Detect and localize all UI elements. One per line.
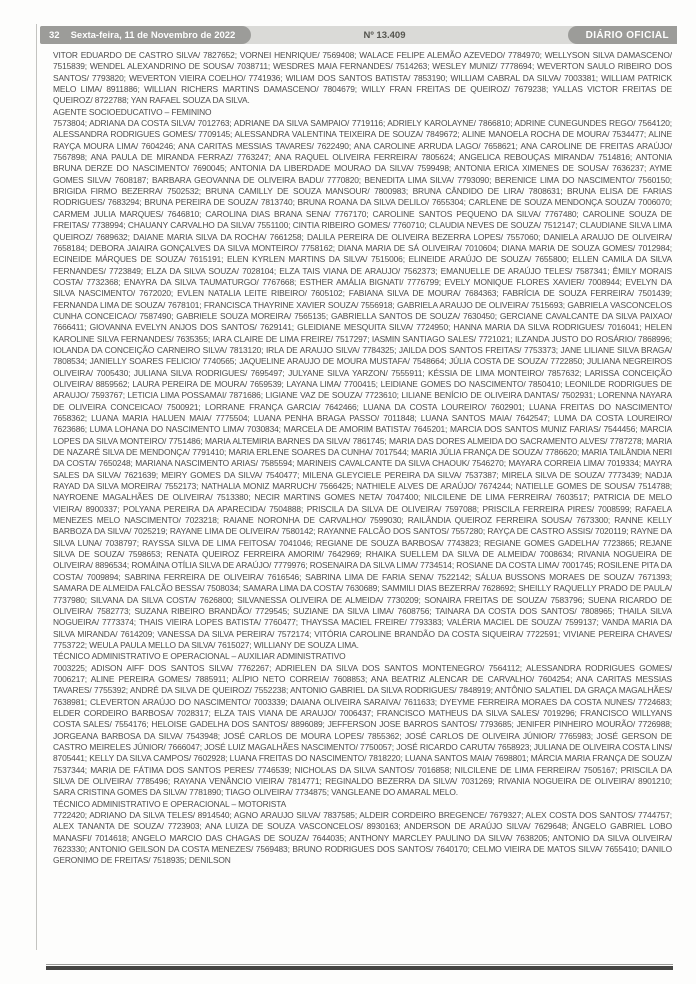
roster-section-heading: TÉCNICO ADMINISTRATIVO E OPERACIONAL – MOTORISTA [53,798,287,809]
roster-section [53,799,672,867]
document-body [53,50,672,956]
roster-section-heading: TÉCNICO ADMINISTRATIVO E OPERACIONAL – AUXILIAR ADMINISTRATIVO [53,651,346,662]
page-number: 32 [49,29,60,41]
roster-names: 7573804; ADRIANA DA COSTA SILVA/ 7012763; ADRIANE DA SILVA SAMPAIO/ 7719116; ADRIELY KAROLAYNE/ 7866810; ADRINE CUNEGUNDES REGO/ 7564120; ALESSANDRA RODRIGUES GOMES/ 7709145; ALESSANDRA VALENTINA TEIXEIRA DE SOUZA/ 7849672; ALINE MANOELA ROCHA DE MOURA/ 7534477; ALINE RAYÇA MOURA LIMA/ 7604246; ANA CARITAS MESSIAS TAVARES/ 7622490; ANA CAROLINE ARRUDA LAGO/ 7658621; ANA CAROLINE DE FREITAS ARAÚJO/ 7567898; ANA PAULA DE MIRANDA FERRAZ/ 7763247; ANA RAQUEL OLIVEIRA FERREIRA/ 7805624; ANGELICA REBOUÇAS MIRANDA/ 7514816; ANTONIA BRUNA DERZE DO NASCIMENTO/ 7690045; ANTONIA DA LIBERDADE MOURAO DA SILVA/ 7599498; ANTONIA ERICA XIMENES DE SOUSA/ 7636237; AYME GOMES SILVA/ 7608187; BARBARA GEOVANNA DE OLIVEIRA BADU/ 7770820; BENEDITA LIMA SILVA/ 7793090; BERENICE LIMA DO NASCIMENTO/ 7560150; BRIGIDA FIRMO BEZERRA/ 7502532; BRUNA CAMILLY DE SOUZA MANSOUR/ 7800983; BRUNA CÂNDIDO DE LIRA/ 7808631; BRUNA ELISA DE FARIAS RODRIGUES/ 7683294; BRUNA PEREIRA DE SOUZA/ 7813740; BRUNA ROANA DA SILVA DELILO/ 7655304; CARLENE DE SOUZA MENDONÇA SOUZA/ 7006070; CARMEM JULIA MARQUES/ 7646810; CAROLINA DIAS BRANA SENA/ 7767170; CAROLINE SANTOS PEQUENO DA SILVA/ 7767480; CAROLINE SOUZA DE FREITAS/ 7738994; CHAUANY CARVALHO DA SILVA/ 7551100; CINTIA RIBEIRO GOMES/ 7760710; CLAUDIA NEVES DE SOUZA/ 7512147; CLAUDIANE SILVA LIMA QUEIROZ/ 7689632; DAIANE MARIA SILVA DA ROCHA/ 7661258; DALILA PEREIRA DE OLIVEIRA BEZERRA LOPES/ 7557060; DANIELA ARAUJO DE OLIVEIRA/ 7658184; DEBORA JAIAIRA GONÇALVES DA SILVA MONTEIRO/ 7758162; DIANA MARIA DE SÁ OLIVEIRA/ 7010604; DIANA MARIA DE SOUZA GOMES/ 7012984; ECINEIDE MÁRQUES DE SOUZA/ 7615191; ELEN KYRLEN MARTINS DA SILVA/ 7515006; ELINEIDE ARAÚJO DE SOUZA/ 7655800; ELLEN CAMILA DA SILVA FERNANDES/ 7723849; ELZA DA SILVA SOUZA/ 7028104; ELZA TAIS VIANA DE ARAUJO/ 7562373; EMANUELLE DE ARAÚJO TELES/ 7587341; ÊMILY MORAIS COSTA/ 7732368; ENAYRA DA SILVA TAUMATURGO/ 7767668; ESTHER AMÁLIA BIGNATI/ 7776799; EVELY MONIQUE FLORES XAVIER/ 7008944; EVELYN DA SILVA NASCIMENTO/ 7672020; EVLEN NATALIA LEITE RIBEIRO/ 7605102; FABIANA SILVA DE MOURA/ 7684363; FABRÍCIA DE SOUZA FERREIRA/ 7501439; FERNANDA LIMA DE SOUZA/ 7678101; FRANCISCA THAYRINE XAVIER SOUZA/ 7556918; GABRIELA ARAUJO DE OLIVEIRA/ 7515693; GABRIELA VASCONCELOS CUNHA CONCEICAO/ 7587490; GABRIELE SOUZA MOREIRA/ 7565135; GABRIELLA SANTOS DE SOUZA/ 7630450; GERCIANE CAVALCANTE DA SILVA PAIXAO/ 7666411; GIOVANNA EVELYN ANJOS DOS SANTOS/ 7629141; GLEIDIANE MESQUITA SILVA/ 7724950; HANNA MARIA DA SILVA RODRIGUES/ 7016041; HELEN KAROLINE SILVA FERNANDES/ 7635355; IARA CLAIRE DE LIMA FREIRE/ 7517297; IASMIN SANTIAGO SALES/ 7721021; ILZANDA JUSTO DO ROSÁRIO/ 7868996; IOLANDA DA CONCEIÇÃO CARNEIRO SILVA/ 7813120; IRLA DE ARAUJO SILVA/ 7784325; JAILDA DOS SANTOS FREITAS/ 7753373; JANE LILIANE SILVA BRAGA/ 7808534; JANIELLY SOARES FELICIO/ 7740565; JAQUELINE ARAUJO DE MOURA MUSTAFA/ 7548664; JÚLIA COSTA DE SOUZA/ 7722850; JULIANA NEGREIROS OLIVEIRA/ 7005430; JULIANA SILVA RODRIGUES/ 7695497; JULYANE SILVA YARZON/ 7555911; KÉSSIA DE LIMA MONTEIRO/ 7857632; LARISSA CONCEIÇÃO OLIVEIRA/ 8859562; LAURA PEREIRA DE MOURA/ 7659539; LAYANA LIMA/ 7700415; LEIDIANE GOMES DO NASCIMENTO/ 7850410; LEONILDE RODRIGUES DE ARAUJO/ 7593767; LETICIA LIMA POSSAMAI/ 7871686; LIGIANE VAZ DE SOUZA/ 7723610; LILIANE BENÍCIO DE OLIVEIRA DANTAS/ 7502931; LORENNA NAYARA DE OLIVEIRA CONCEICAO/ 7500921; LORRANE FRANÇA GARCIA/ 7642466; LUANA DA COSTA LOUREIRO/ 7602901; LUANA FREITAS DO NASCIMENTO/ 7658362; LUANA MARIA HALUEN MAIA/ 7775504; LUANA PENHA BRAGA PASSO/ 7011848; LUANA SANTOS MAIA/ 7642547; LUMA DA COSTA LOUREIRO/ 7623686; LUMA LOHANA DO NASCIMENTO LIMA/ 7030834; MARCELA DE AMORIM BATISTA/ 7645201; MARCIA DOS SANTOS MUNIZ FARIAS/ 7544456; MARCIA LOPES DA SILVA MONTEIRO/ 7751486; MARIA ALTEMIRIA BARNES DA SILVA/ 7861745; MARIA DAS DORES ALMEIDA DO SACRAMENTO ALVES/ 7787278; MARIA DE NAZARÉ SILVA DE MENDONÇA/ 7791410; MARIA ERLENE SOARES DA CUNHA/ 7017544; MARIA JÚLIA FRANÇA DE SOUZA/ 7786620; MARIA TAILÂNDIA NERI DA COSTA/ 7650248; MARIANA NASCIMENTO ARIAS/ 7585594; MARINEIS CAVALCANTE DA SILVA CHAOUK/ 7546270; MAYARA CORREIA LIMA/ 7019334; MAYRA SALES DA SILVA/ 7621639; MEIRY GOMES DA SILVA/ 7540477; MILENA GLEYCIELE PEREIRA DA SILVA/ 7537387; MIRELA SILVA DE SOUZA/ 7773439; NADJA RAYAD DA SILVA MOREIRA/ 7552173; NATHALIA MONIZ MARRUCH/ 7566425; NATHIELE ALVES DE ARAÚJO/ 7674244; NATIELLE GOMES DE SOUSA/ 7514788; NAYROENE MAGALHÃES DE OLIVEIRA/ 7513380; NECIR MARTINS GOMES NETA/ 7047400; NILCILENE DE LIMA FERREIRA/ 7603517; PATRICIA DE MELO VIEIRA/ 8900337; POLYANA PEREIRA DA APARECIDA/ 7504888; PRISCILA DA SILVA DE OLIVEIRA/ 7597088; PRISCILA FERREIRA PIRES/ 7008599; RAFAELA MENEZES MELO NASCIMENTO/ 7023218; RAIANE NORONHA DE CARVALHO/ 7599030; RAILÂNDIA QUEIROZ FERREIRA SOUSA/ 7673300; RANNE KELLY BARBOZA DA SILVA/ 7025219; RAYANE LIMA DE OLIVEIRA/ 7580142; RAYANNE FALCÃO DOS SANTOS/ 7557280; RAYÇA DE CASTRO ASSIS/ 7020119; RAYNE DA SILVA LUNA/ 7038797; RAYSSA SILVA DE LIMA FEITOSA/ 7041046; REGIANE DE SOUZA BARBOSA/ 7743823; REGIANE GOMES GADELHA/ 7723865; REJANE SILVA DE SOUZA/ 7598653; RENATA QUEIROZ FERREIRA AMORIM/ 7642969; RHAIKA SUELLEM DA SILVA DE ALMEIDA/ 7008634; RIVANIA NOGUEIRA DE OLIVEIRA/ 8896534; ROMÁINA OTÍLIA SILVA DE ARAÚJO/ 7779976; ROSENAIRA DA SILVA LIMA/ 7734514; ROSIANE DA COSTA LIMA/ 7001745; ROSILENE PITA DA COSTA/ 7009894; SABRINA FERREIRA DE OLIVEIRA/ 7616546; SABRINA LIMA DE FARIA SENA/ 7522142; SÁLUA BUSSONS MORAES DE SOUZA/ 7671393; SAMARA DE ALMEIDA FALCÃO BESSA/ 7508034; SAMARA LIMA DA COSTA/ 7630689; SAMMILI DIAS BEZERRA/ 7628692; SHEILLY RAQUELLY PRADO DE PAULA/ 7737980; SILVANA DA SILVA COSTA/ 7626800; SILVANESSA OLIVEIRA DE ALMEIDA/ 7730209; SONAIRA FREITAS DE SOUZA/ 7583796; SUENA RICARDO DE OLIVEIRA/ 7582773; SUZANA RIBEIRO BRANDÃO/ 7729545; SUZIANE DA SILVA LIMA/ 7608756; TAINARA DA COSTA DOS SANTOS/ 7808965; THAILA SILVA NOGUEIRA/ 7773374; THAIS VIEIRA LOPES BATISTA/ 7760477; THAYSSA MACIEL FREIRE/ 7793383; VALÉRIA MACIEL DE SOUZA/ 7599137; VANDA MARIA DA SILVA MIRANDA/ 7614209; VANESSA DA SILVA PEREIRA/ 7572174; VITÓRIA CAROLINE BRANDÃO DA COSTA SIQUEIRA/ 7722591; VIVIANE PEREIRA CHAVES/ 7753722; WEULA PAULA MELLO DA SILVA/ 7615027; WILLIANY DE SOUZA LIMA. [53,118,672,650]
bottom-divider-thin-line [46,964,673,966]
bottom-divider [46,964,673,971]
page-header-bar [40,26,677,44]
header-left-tab [40,26,251,44]
roster-names: 7003225; ADISON AIFF DOS SANTOS SILVA/ 7762267; ADRIELEN DA SILVA DOS SANTOS MONTENEGRO/ 7564112; ALESSANDRA RODRIGUES GOMES/ 7006217; ALINE PEREIRA GOMES/ 7885911; ALÍPIO NETO CORREIA/ 7608853; ANA BEATRIZ ALENCAR DE CARVALHO/ 7604254; ANA CARITAS MESSIAS TAVARES/ 7755392; ANDRÉ DA SILVA DE QUEIROZ/ 7552238; ANTONIO GABRIEL DA SILVA RODRIGUES/ 7848919; ANTÔNIO SALATIEL DA GRAÇA MAGALHÃES/ 7638981; CLEVERTON ARAÚJO DO NASCIMENTO/ 7003339; DAIANA OLIVEIRA SARAIVA/ 7611633; DYEYME FERREIRA MORAES DA COSTA NUNES/ 7724683; ELDER CORDEIRO BARBOSA/ 7028317; ELZA TAIS VIANA DE ARAUJO/ 7006437; FRANCISCO MATHEUS DA SILVA SALES/ 7019296; FRANCISCO WILLYANS COSTA SALES/ 7554176; HELOISE GADELHA DOS SANTOS/ 8896089; JEFFERSON JOSE BARROS SANTOS/ 7793685; JENIFER PINHEIRO MOURÃO/ 7726988; JORGEANA BARBOSA DA SILVA/ 7543948; JOSÉ CARLOS DE MOURA LOPES/ 7855362; JOSÉ CARLOS DE OLIVEIRA JÚNIOR/ 7765983; JOSÉ GERSON DE CASTRO MEIRELES JÚNIOR/ 7666047; JOSÉ LUIZ MAGALHÃES NASCIMENTO/ 7750057; JOSÉ RICARDO CARUTA/ 7658923; JULIANA DE OLIVEIRA COSTA LINS/ 8705441; KELLY DA SILVA CAMPOS/ 7602928; LUANA FREITAS DO NASCIMENTO/ 7818220; LUANA SANTOS MAIA/ 7698801; MÁRCIA MARIA FRANÇA DE SOUZA/ 7537344; MARIA DE FÁTIMA DOS SANTOS PERES/ 7746539; NICHOLAS DA SILVA SANTOS/ 7016858; NILCILENE DE LIMA FERREIRA/ 7505167; PRISCILA DA SILVA DE OLIVEIRA/ 7785496; RAYANA VENÂNCIO VIEIRA/ 7814771; REGINALDO BEZERRA DA SILVA/ 7031269; RIVANIA NOGUEIRA DE OLIVEIRA/ 8901210; SARA CRISTINA GOMES DA SILVA/ 7781890; TIAGO OLIVEIRA/ 7734875; VANGLEANE DO AMARAL MELO. [53,662,672,798]
bottom-divider-thick-line [46,966,673,970]
roster-section [53,107,672,652]
roster-section-heading: AGENTE SOCIOEDUCATIVO – FEMININO [53,106,212,117]
edition-number: Nº 13.409 [363,29,406,41]
roster-section [53,651,672,798]
masthead-title: DIÁRIO OFICIAL [568,26,677,44]
roster-names: VITOR EDUARDO DE CASTRO SILVA/ 7827652; VORNEI HENRIQUE/ 7569408; WALACE FELIPE ALEMÃO AZEVEDO/ 7784970; WELLYSON SILVA DAMASCENO/ 7515839; WENDEL ALEXANDRINO DE SOUSA/ 7038711; WESDRES MAIA FERNANDES/ 7514263; WESLEY MUNIZ/ 7778694; WEVERTON SAULO RIBEIRO DOS SANTOS/ 7793820; WEVERTON VIEIRA COELHO/ 7741936; WILIAM DOS SANTOS BATISTA/ 7853190; WILLIAM CABRAL DA SILVA/ 7003381; WILLIAM PATRICK MELO LIMA/ 8911886; WILLIAN RICHERS MARTINS DAMASCENO/ 7804679; WILLY FRAN FREITAS DE QUEIROZ/ 7679238; YALLAS VICTOR FREITAS DE QUEIROZ/ 8722788; YAN RAFAEL SOUZA DA SILVA. [53,50,672,106]
left-margin-line [36,24,37,950]
roster-names: 7722420; ADRIANO DA SILVA TELES/ 8914540; AGNO ARAUJO SILVA/ 7837585; ALDEIR CORDEIRO BREGENCE/ 7679327; ALEX COSTA DOS SANTOS/ 7744757; ALEX TANANTA DE SOUZA/ 7723903; ANA LUIZA DE SOUZA VASCONCELOS/ 8930163; ANDERSON DE ARAÚJO SILVA/ 7629648; ÂNGELO GABRIEL LOBO MANASFI/ 7014618; ANGELO MARCIO DAS CHAGAS DE SOUZA/ 7644035; ANTHONY MARCLEY PAULINO DA SILVA/ 7638205; ANTONIO DA SILVA OLIVEIRA/ 7623330; ANTONIO GEILSON DA COSTA MENEZES/ 7569483; BRUNO RODRIGUES DOS SANTOS/ 7640170; CELMO VIEIRA DE MATOS SILVA/ 7655410; DANILO GERONIMO DE FREITAS/ 7518935; DENILSON [53,810,672,866]
roster-section [53,50,672,107]
issue-date: Sexta-feira, 11 de Novembro de 2022 [70,29,236,41]
